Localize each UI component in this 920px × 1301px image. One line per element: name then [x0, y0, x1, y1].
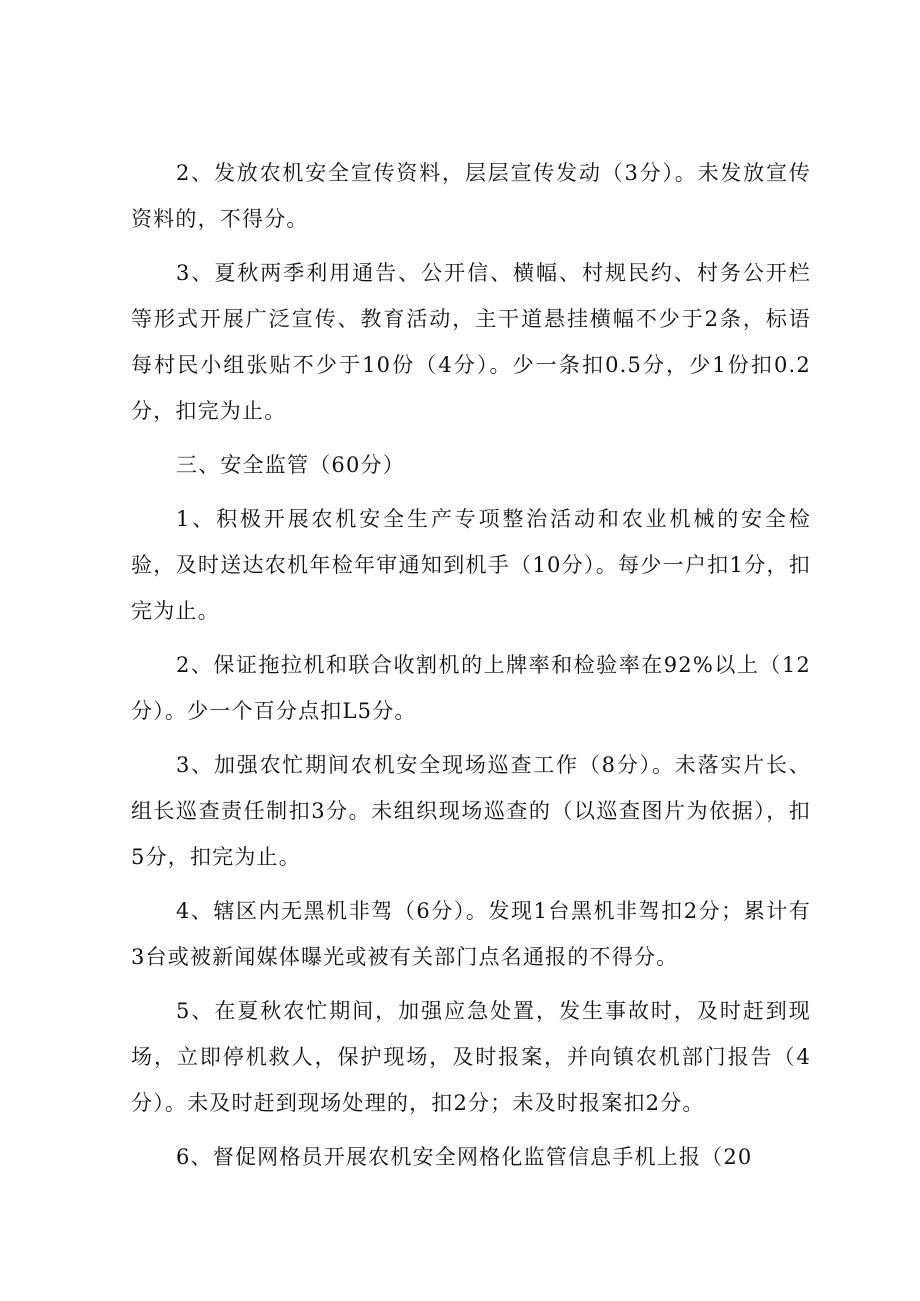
paragraph-2-registration-rate: 2、保证拖拉机和联合收割机的上牌率和检验率在92%以上（12分）。少一个百分点扣L5分。 — [131, 653, 811, 723]
paragraph-gap — [131, 488, 811, 496]
paragraph-4-unlicensed-machines: 4、辖区内无黑机非驾（6分）。发现1台黑机非驾扣2分；累计有3台或被新闻媒体曝光或被有关部门点名通报的不得分。 — [131, 899, 811, 969]
paragraph-gap — [131, 734, 811, 742]
paragraph-gap — [131, 980, 811, 988]
paragraph-gap — [131, 1126, 811, 1134]
paragraph-gap — [131, 242, 811, 250]
paragraph-1-safety-inspection: 1、积极开展农机安全生产专项整治活动和农业机械的安全检验，及时送达农机年检年审通知到机手（10分）。每少一户扣1分，扣完为止。 — [131, 507, 811, 623]
paragraph-3-seasonal-publicity: 3、夏秋两季利用通告、公开信、横幅、村规民约、村务公开栏等形式开展广泛宣传、教育活动，主干道悬挂横幅不少于2条，标语每村民小组张贴不少于10份（4分）。少一条扣0.5分，少1份扣0.2分，扣完为止。 — [131, 261, 811, 423]
paragraph-5-emergency-handling: 5、在夏秋农忙期间，加强应急处置，发生事故时，及时赶到现场，立即停机救人，保护现场，及时报案，并向镇农机部门报告（4分）。未及时赶到现场处理的，扣2分；未及时报案扣2分。 — [131, 999, 811, 1115]
paragraph-gap — [131, 880, 811, 888]
paragraph-2-publicity-materials: 2、发放农机安全宣传资料，层层宣传发动（3分）。未发放宣传资料的，不得分。 — [131, 161, 811, 231]
paragraph-gap — [131, 434, 811, 442]
paragraph-3-field-patrol: 3、加强农忙期间农机安全现场巡查工作（8分）。未落实片长、组长巡查责任制扣3分。未组织现场巡查的（以巡查图片为依据），扣5分，扣完为止。 — [131, 753, 811, 869]
paragraph-gap — [131, 634, 811, 642]
document-body — [131, 150, 811, 1180]
paragraph-6-grid-reporting: 6、督促网格员开展农机安全网格化监管信息手机上报（20 — [176, 1145, 753, 1169]
section-heading-safety-supervision: 三、安全监管（60分） — [176, 453, 405, 477]
